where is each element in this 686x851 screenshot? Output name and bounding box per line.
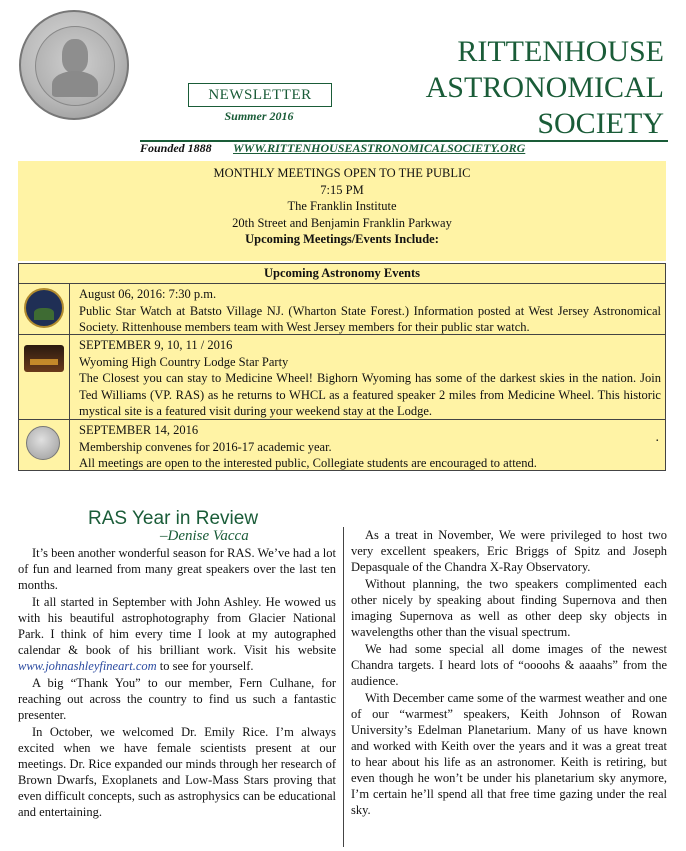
article-byline: –Denise Vacca [160, 528, 249, 544]
event-row [19, 284, 665, 335]
event-row [19, 420, 665, 470]
event-thumb [19, 335, 70, 419]
masthead-title [426, 34, 664, 142]
paragraph: Without planning, the two speakers complimented each other nicely by speaking about finding Supernova and then imaging Supernova as well as other deep sky objects in wavelengths other than the visual spectrum. [351, 577, 667, 639]
event-row [19, 335, 665, 420]
website-url-link[interactable]: www.johnashleyfineart.com [18, 659, 157, 673]
star-watch-logo-icon [24, 288, 64, 328]
portrait-head [62, 39, 88, 73]
founded-label: Founded 1888 [140, 141, 212, 155]
event-text [79, 335, 665, 423]
event-date: SEPTEMBER 9, 10, 11 / 2016 [79, 338, 233, 352]
society-seal-logo [19, 10, 129, 120]
stray-mark: . [655, 430, 659, 445]
paragraph-text: It all started in September with John Ashley. He wowed us with his beautiful astrophotography from Glacier National Park. I think of him every time I look at my autographed calendar & book of his brilliant work. Visit his website [18, 595, 336, 657]
event-date: August 06, 2016: 7:30 p.m. [79, 287, 217, 301]
portrait-bust [52, 71, 98, 97]
paragraph: It’s been another wonderful season for RAS. We’ve had a lot of fun and learned from many great speakers over the last ten months. [18, 546, 336, 592]
event-thumb [19, 420, 70, 470]
paragraph: We had some special all dome images of the newest Chandra targets. I heard lots of “oooohs & aaaahs” from the audience. [351, 642, 667, 688]
newsletter-label: NEWSLETTER [188, 83, 332, 107]
event-text [79, 420, 665, 475]
event-subtitle: Wyoming High Country Lodge Star Party [79, 354, 289, 369]
issue-label: Summer 2016 [224, 109, 294, 123]
title-line-1: RITTENHOUSE [457, 35, 664, 68]
lodge-photo-icon [24, 345, 64, 372]
article-column-left [18, 545, 336, 821]
website-link[interactable]: WWW.RITTENHOUSEASTRONOMICALSOCIETY.ORG [233, 141, 526, 155]
meetings-line-2: 7:15 PM [320, 182, 364, 197]
article-column-right [351, 527, 667, 819]
title-line-3: SOCIETY [537, 107, 664, 140]
events-table [18, 263, 666, 471]
meetings-line-3: The Franklin Institute [287, 199, 397, 213]
seal-thumbnail-icon [26, 426, 60, 460]
event-description: The Closest you can stay to Medicine Wheel! Bighorn Wyoming has some of the darkest skies in the nation. Join Ted Williams (VP. RAS) as he returns to WHCL as a featured speaker 2 miles from Medicine Wheel. This historic mystical site is a featured visit during your weekend stay at the Lodge. [79, 371, 661, 418]
meetings-line-1: MONTHLY MEETINGS OPEN TO THE PUBLIC [213, 166, 471, 180]
paragraph: A big “Thank You” to our member, Fern Culhane, for reaching out across the country to find us such a fantastic presenter. [18, 676, 336, 722]
event-subtitle: Membership convenes for 2016-17 academic year. [79, 439, 332, 454]
event-description: All meetings are open to the interested public, Collegiate students are encouraged to attend. [79, 456, 537, 470]
paragraph: With December came some of the warmest weather and one of our “warmest” speakers, Keith Johnson of Rowan University’s Edelman Planetarium. Many of us have known and worked with Keith over the years and it was a great treat to hear about his life as an astronomer. Keith is retiring, but even though he won’t be under his planetarium sky anymore, I’m certain he’ll spend all that free time gazing under the real sky. [351, 691, 667, 817]
title-line-2: ASTRONOMICAL [425, 71, 664, 104]
paragraph: In October, we welcomed Dr. Emily Rice. I’m always excited when we have female scientists present at our meetings. Dr. Rice expanded our minds through her research of Brown Dwarfs, Exoplanets and Low-Mass Stars proving that even difficult concepts, such as astrophysics can be educational and entertaining. [18, 725, 336, 819]
seal-portrait [35, 26, 115, 106]
meetings-box [18, 161, 666, 261]
meetings-line-5: Upcoming Meetings/Events Include: [245, 232, 439, 246]
paragraph-text: to see for yourself. [156, 659, 254, 673]
paragraph [18, 594, 336, 674]
event-thumb [19, 284, 70, 334]
event-description: Public Star Watch at Batsto Village NJ. (Wharton State Forest.) Information posted at West Jersey Astronomical Society. Rittenhouse members team with West Jersey members for their public star watch. [79, 303, 661, 334]
article-title: RAS Year in Review [88, 508, 259, 529]
meetings-line-4: 20th Street and Benjamin Franklin Parkway [232, 215, 452, 230]
event-text [79, 284, 665, 339]
events-heading: Upcoming Astronomy Events [19, 264, 665, 284]
event-date: SEPTEMBER 14, 2016 [79, 423, 199, 437]
column-divider [343, 527, 344, 847]
paragraph: As a treat in November, We were privileged to host two very excellent speakers, Eric Briggs of Spitz and Joseph Depasquale of the Chandra X-Ray Observatory. [351, 528, 667, 574]
